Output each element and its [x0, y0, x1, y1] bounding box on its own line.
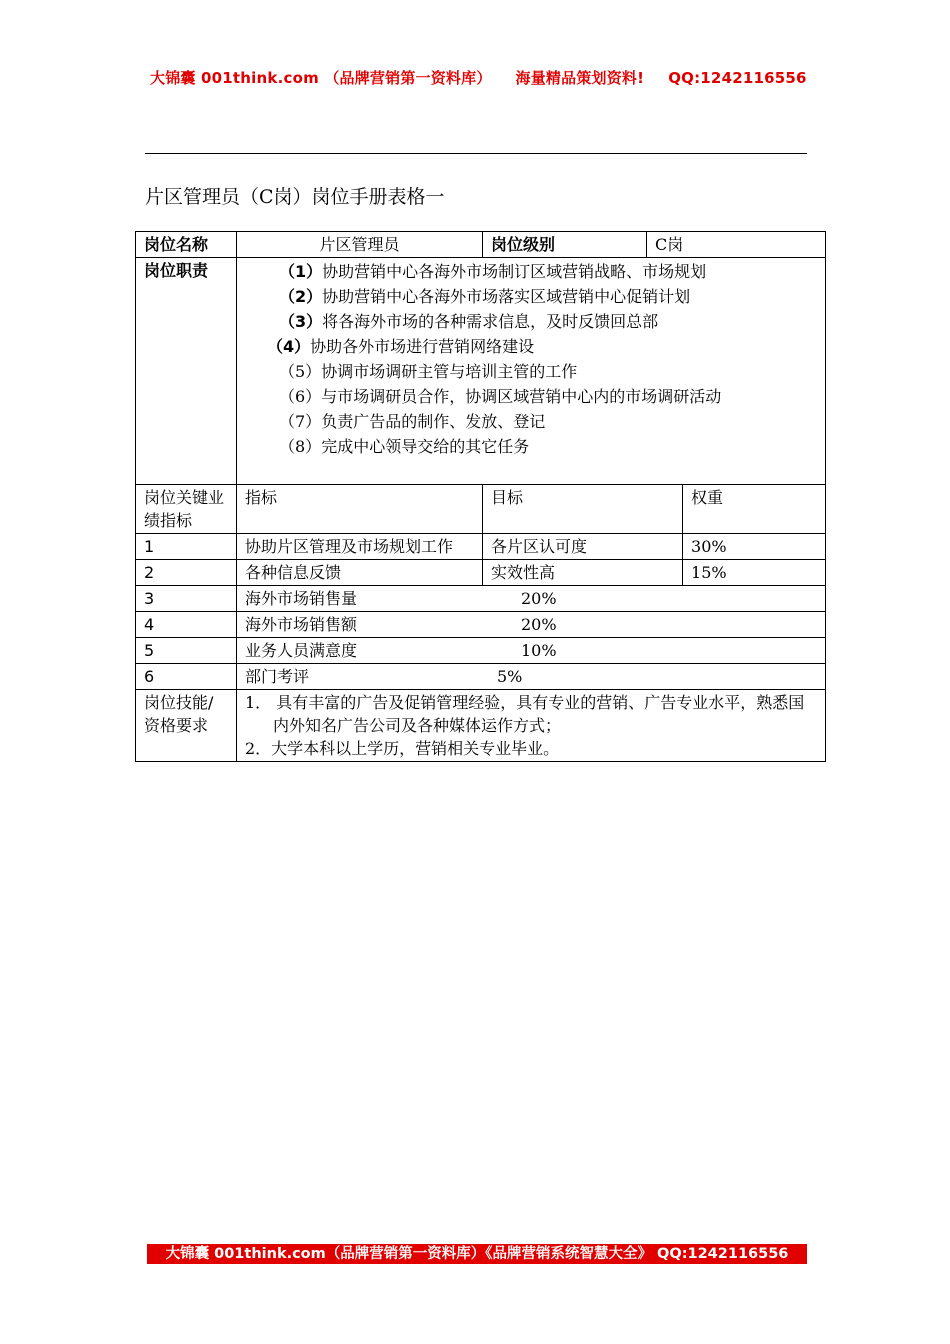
table-row [136, 638, 826, 664]
kpi-merged-cell [237, 612, 826, 638]
duty-item: （6）与市场调研员合作，协调区域营销中心内的市场调研活动 [279, 387, 722, 406]
duty-item: （5）协调市场调研主管与培训主管的工作 [279, 362, 578, 381]
table-row [136, 664, 826, 690]
duties-cell [237, 258, 826, 485]
footer-banner: 大锦囊 001think.com（品牌营销第一资料库）《品牌营销系统智慧大全》 QQ:1242116556 [147, 1244, 807, 1264]
position-level-value: C岗 [647, 232, 826, 258]
kpi-indicator: 协助片区管理及市场规划工作 [237, 534, 483, 560]
kpi-no: 6 [136, 664, 237, 690]
skills-cell [237, 690, 826, 762]
kpi-no: 3 [136, 586, 237, 612]
kpi-indicator: 海外市场销售量 [245, 589, 358, 608]
table-row-name [136, 232, 826, 258]
kpi-merged-cell [237, 586, 826, 612]
header-slogan: 海量精品策划资料! [515, 69, 645, 87]
kpi-no: 5 [136, 638, 237, 664]
kpi-indicator: 部门考评 [245, 667, 310, 686]
kpi-merged-cell [237, 664, 826, 690]
kpi-no: 1 [136, 534, 237, 560]
duty-item: （7）负责广告品的制作、发放、登记 [279, 412, 546, 431]
duty-item: （1）协助营销中心各海外市场制订区域营销战略、市场规划 [279, 262, 707, 281]
skill-item: 2．大学本科以上学历，营销相关专业毕业。 [245, 739, 560, 758]
table-row [136, 560, 826, 586]
kpi-indicator: 各种信息反馈 [237, 560, 483, 586]
kpi-header-target: 目标 [483, 485, 683, 534]
job-manual-table [135, 231, 826, 762]
duty-item: （3）将各海外市场的各种需求信息，及时反馈回总部 [279, 312, 659, 331]
header-site: 大锦囊 001think.com （品牌营销第一资料库） [150, 69, 492, 87]
kpi-header-weight: 权重 [683, 485, 826, 534]
table-row-duties [136, 258, 826, 485]
header-rule [145, 153, 807, 154]
kpi-weight: 15% [683, 560, 826, 586]
kpi-no: 4 [136, 612, 237, 638]
header-qq: QQ:1242116556 [668, 69, 807, 87]
document-title: 片区管理员（C岗）岗位手册表格一 [145, 186, 445, 208]
kpi-weight: 30% [683, 534, 826, 560]
kpi-indicator: 业务人员满意度 [245, 641, 358, 660]
kpi-target: 实效性高 [483, 560, 683, 586]
kpi-weight: 20% [521, 589, 557, 608]
duty-item: （8）完成中心领导交给的其它任务 [279, 437, 530, 456]
duties-label: 岗位职责 [136, 258, 237, 485]
duty-item: （4）协助各外市场进行营销网络建设 [267, 337, 535, 356]
table-row [136, 586, 826, 612]
kpi-target: 各片区认可度 [483, 534, 683, 560]
kpi-weight: 5% [497, 667, 523, 686]
duty-item: （2）协助营销中心各海外市场落实区域营销中心促销计划 [279, 287, 691, 306]
position-name-value: 片区管理员 [237, 232, 483, 258]
table-row [136, 534, 826, 560]
table-row [136, 612, 826, 638]
kpi-weight: 10% [521, 641, 557, 660]
header-banner [150, 67, 810, 88]
position-name-label: 岗位名称 [136, 232, 237, 258]
skill-item: 1． 具有丰富的广告及促销管理经验，具有专业的营销、广告专业水平，熟悉国内外知名广告公司及各种媒体运作方式； [245, 693, 805, 735]
skills-label: 岗位技能/资格要求 [136, 690, 237, 762]
kpi-indicator: 海外市场销售额 [245, 615, 358, 634]
kpi-header-indicator: 指标 [237, 485, 483, 534]
kpi-weight: 20% [521, 615, 557, 634]
table-row-skills [136, 690, 826, 762]
table-row-kpi-header [136, 485, 826, 534]
kpi-no: 2 [136, 560, 237, 586]
kpi-merged-cell [237, 638, 826, 664]
kpi-label: 岗位关键业绩指标 [136, 485, 237, 534]
position-level-label: 岗位级别 [483, 232, 647, 258]
